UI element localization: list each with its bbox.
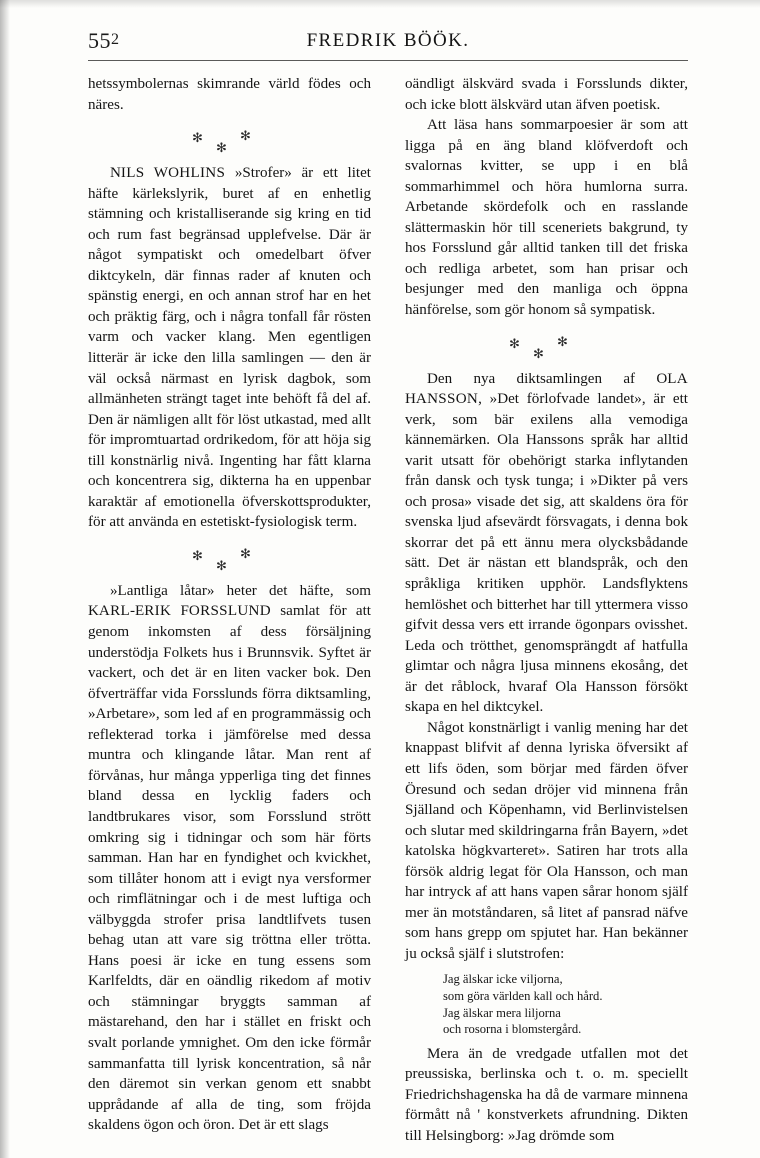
asterisk-left: ✻ <box>509 335 520 351</box>
asterisk-center: ✻ <box>216 140 227 156</box>
paragraph-nagot-konstnarligt: Något konstnärligt i vanlig mening har det knappast blifvit af denna lyriska öfversikt af ett lifs öden, som börjar med färden öfver Öresund och sedan dröjer vid minnena från Själland och Köpenhamn, vid Berlinvistelsen och slutar med skildringarna från Bayern, »det katolska högkvarteret». Satiren har trots alla försök aldrig legat för Ola Hansson, och man har intryck af att hans vapen sårar honom själf mer än motståndaren, så litet af pansrad näfve som hans grepp om spjutet har. Han bekänner ju också själf i slutstrofen: <box>405 719 688 962</box>
verse-block <box>405 971 688 1037</box>
paragraph-nils-wohlin: NILS WOHLINS »Strofer» är ett litet häfte kärlekslyrik, buret af en enhetlig stämning och kristalliserande sig kring en tid och rum fast begränsad upplefvelse. Där är något sympatiskt och omedelbart öfver diktcykeln, där finnas rader af knuten och spänstig energi, en och annan strof har en het och präktig färg, och i några tonfall får rösten varm och vacker klang. Men egentligen litterär är icke den lilla samlingen — den är väl också närmast en lyrisk dagbok, som allmänheten strängt taget inte behöft få del af. Den är nämligen allt för löst utkastad, med allt för impromtuartad ordrikedom, för att höja sig till konstnärlig nivå. Ingenting har fått klarna och koncentrera sig, dikterna ha en uppenbar karaktär af emotionella öfverskottsprodukter, för att använda en estetiskt-fysiologisk term. <box>88 165 372 531</box>
asterisk-right: ✻ <box>240 128 251 144</box>
left-column <box>88 74 371 1147</box>
verse-line: Jag älskar icke viljorna, <box>443 972 563 987</box>
text-columns <box>88 74 688 1147</box>
scan-edge-shadow-top <box>0 0 760 8</box>
running-head <box>88 28 688 62</box>
asterisk-center: ✻ <box>216 557 227 573</box>
paragraph-mera-an: Mera än de vredgade utfallen mot det preussiska, berlinska och t. o. m. speciellt Friedrichshagenska ha då de varmare minnena förmått nå ' konstverkets afrundning. Dikten till Helsingborg: »Jag drömde som <box>405 1045 688 1144</box>
asterisk-right: ✻ <box>240 545 251 561</box>
asterisk-center: ✻ <box>533 345 544 361</box>
asterism-divider-2 <box>88 539 371 579</box>
verse-line: som göra världen kall och hård. <box>443 989 603 1004</box>
paragraph-ola-hansson: Den nya diktsamlingen af OLA HANSSON, »Det förlofvade landet», är ett verk, som bär exilens alla vemodiga kännemärken. Ola Hanssons språk har alltid varit utsatt för obehörigt starka inflytanden från dansk och tysk tunga; i »Dikter på vers och prosa» visade det sig, att skaldens öra för svenska ljud afsevärdt försvagats, i denna bok skorrar det på ett ännu mera olycksbådande sätt. Det är nästan ett blandspråk, och den språkliga kritiken upphör. Landsflyktens hemlöshet och bitterhet har till yttermera visso gifvit dessa vers ett irrande ögonpars ovisshet. Leda och trötthet, genomsprängdt af hatfulla glimtar och några ljusa minnens ekosång, det är det råblock, hvaraf Ola Hansson försökt skapa en hel diktcykel. <box>405 370 688 716</box>
folio-superscript: 2 <box>111 31 120 48</box>
verse-line: och rosorna i blomstergård. <box>443 1022 582 1037</box>
verse-line: Jag älskar mera liljorna <box>443 1005 561 1020</box>
asterisk-right: ✻ <box>557 333 568 349</box>
asterism-divider-1 <box>88 121 371 161</box>
scan-edge-shadow-left <box>0 0 10 1158</box>
right-column <box>405 74 688 1147</box>
asterism-divider-3 <box>405 327 688 367</box>
paragraph-sommarpoesier: Att läsa hans sommarpoesier är som att ligga på en äng bland klöfverdoft och svalornas kvitter, se upp i en blå sommarhimmel och höra humlorna surra. Arbetande skördefolk och en rasslande slättermaskin hör till sceneriets bakgrund, ty hos Forsslund går alltid tanken till det friska och redliga arbetet, som han prisar och besjunger med den manliga och öppna hänförelse, som gör honom så sympatisk. <box>405 117 688 319</box>
asterisk-left: ✻ <box>192 130 203 146</box>
header-rule <box>88 60 688 61</box>
folio-main: 55 <box>88 28 111 53</box>
running-title: FREDRIK BÖÖK. <box>306 30 470 51</box>
paragraph-continued-left: hetssymbolernas skimrande värld födes och näres. <box>88 76 371 113</box>
asterisk-left: ✻ <box>192 547 203 563</box>
paragraph-lantliga-latar: »Lantliga låtar» heter det häfte, som KARL-ERIK FORSSLUND samlat för att genom inkomsten af dess försäljning understödja Folkets hus i Brunnsvik. Syftet är vackert, och det är en liten vacker bok. Den öfverträffar vida Forsslunds förra diktsamling, »Arbetare», som led af en programmässig och reflekterad torka i jämförelse med dessa muntra och klingande låtar. Man rent af förvånas, hur många ypperliga ting det finnes bland dessa en lycklig faders och landtbrukares visor, som Forsslund strött omkring sig i tidningar och som här förts samman. Han har en fyndighet och kvickhet, som tillåter honom att i evigt nya versformer och rimflätningar och i de mest luftiga och välbyggda strofer prisa landtlifvets tusen behag utan att vare sig tröttna eller trötta. Hans poesi är icke en tung essens som Karlfeldts, där en oändlig rikedom af motiv och stämningar bryggts samman af mästarehand, den har i stället en friskt och svalt porlande ymnighet. Om den icke förmår sammanfatta till lyrisk koncentration, så når den däremot sin verkan genom ett snabbt upprådande af alla de ting, som fröjda skaldens ögon och öron. Det är ett slags <box>88 582 371 1134</box>
paragraph-continued-right: oändligt älskvärd svada i Forsslunds dikter, och icke blott älskvärd utan äfven poetisk. <box>405 76 688 113</box>
